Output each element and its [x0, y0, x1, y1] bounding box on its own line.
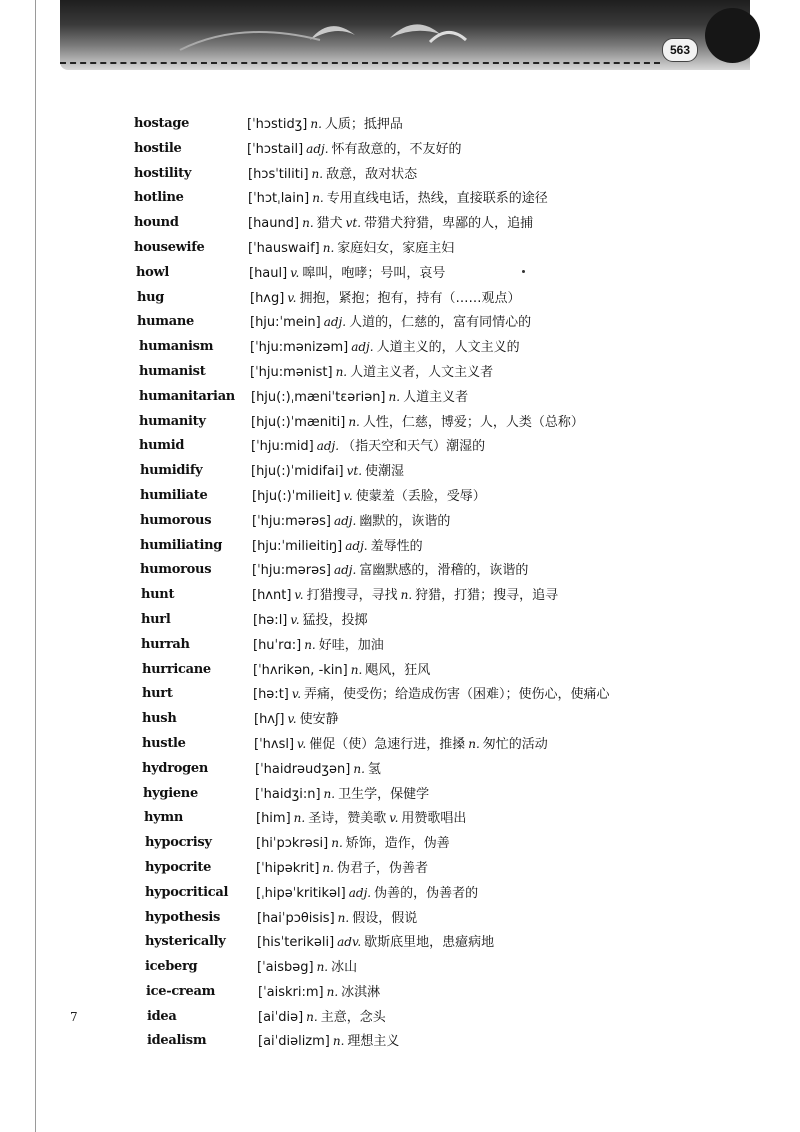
headword: humanism — [139, 339, 214, 355]
entry-row — [0, 608, 800, 633]
part-of-speech: n. — [323, 786, 336, 801]
entry-row — [0, 782, 800, 807]
definition-text: 人道主义者，人文主义者 — [350, 364, 494, 380]
part-of-speech: n. — [293, 811, 306, 826]
definition-text-2: 用赞歌唱出 — [401, 811, 467, 827]
definition — [250, 286, 521, 312]
definition-text: 专用直线电话，热线，直接联系的途径 — [326, 191, 548, 207]
page-number: 563 — [662, 38, 698, 62]
headword: hymn — [144, 810, 184, 826]
definition — [250, 360, 493, 386]
definition — [252, 534, 423, 560]
entry-row — [0, 186, 800, 211]
margin-mark: 7 — [70, 1010, 78, 1024]
entry-row — [0, 137, 800, 162]
headword: hotline — [134, 190, 184, 206]
entry-row — [0, 385, 800, 410]
definition-text: 卫生学，保健学 — [338, 786, 430, 802]
definition — [258, 980, 380, 1006]
phonetic: [ˈhʌrikən, -kin] — [253, 662, 348, 678]
headword: hound — [134, 215, 179, 231]
part-of-speech: v. — [287, 712, 297, 727]
entry-row — [0, 930, 800, 955]
entry-row — [0, 310, 800, 335]
header-dashed-rule — [60, 62, 660, 64]
definition-text: 使蒙羞（丢脸，受辱） — [355, 488, 486, 504]
phonetic: [hju(:)ˈmæniti] — [251, 414, 346, 430]
part-of-speech: n. — [350, 662, 363, 677]
definition-text: 敌意，敌对状态 — [326, 166, 418, 182]
part-of-speech: n. — [312, 191, 324, 206]
part-of-speech: n. — [322, 240, 335, 255]
definition — [250, 310, 531, 336]
phonetic: [aiˈdiə] — [258, 1009, 304, 1025]
entry-row — [0, 806, 800, 831]
phonetic: [ˈhaidʒi:n] — [255, 786, 321, 802]
part-of-speech: n. — [332, 1034, 345, 1049]
part-of-speech: v. — [297, 736, 307, 751]
definition — [251, 410, 584, 436]
headword: humorous — [140, 562, 212, 578]
definition — [248, 162, 417, 188]
definition — [252, 558, 528, 584]
entry-row — [0, 459, 800, 484]
definition-text: 冰淇淋 — [341, 984, 381, 1000]
definition — [251, 434, 485, 460]
phonetic: [haiˈpɔθisis] — [257, 910, 335, 926]
headword: iceberg — [145, 959, 198, 975]
definition — [252, 484, 486, 510]
entry-row — [0, 831, 800, 856]
phonetic: [hju(:)ˈmidifai] — [251, 464, 344, 480]
definition — [250, 335, 520, 361]
definition-text: 理想主义 — [347, 1034, 400, 1050]
headword: humanity — [139, 413, 206, 429]
part-of-speech: adj. — [306, 141, 329, 156]
headword: hush — [142, 711, 177, 727]
definition — [258, 1029, 399, 1055]
definition — [251, 459, 404, 485]
headword: idea — [147, 1008, 177, 1024]
phonetic: [aiˈdiəlizm] — [258, 1034, 330, 1050]
part-of-speech: n. — [326, 984, 339, 999]
phonetic: [ˈaisbəg] — [257, 960, 314, 976]
definition-text: 矫饰，造作，伪善 — [345, 836, 450, 852]
definition — [256, 881, 478, 907]
entry-row — [0, 980, 800, 1005]
part-of-speech: v. — [287, 290, 297, 305]
definition-text: 使潮湿 — [365, 464, 405, 480]
headword: hypocrisy — [145, 835, 212, 851]
definition — [256, 831, 450, 857]
definition-text: 歇斯底里地，患癔病地 — [364, 935, 495, 951]
phonetic: [hju(:)ˌmæniˈtɛəriən] — [251, 389, 386, 405]
vocabulary-list — [0, 112, 800, 1054]
definition — [252, 509, 450, 535]
part-of-speech: n. — [316, 960, 329, 975]
entry-row — [0, 286, 800, 311]
definition — [257, 955, 357, 981]
headword: hurrah — [141, 636, 190, 652]
definition — [254, 707, 339, 733]
definition-text: 氢 — [367, 761, 381, 777]
phonetic: [ˈhɔtˌlain] — [248, 191, 310, 207]
part-of-speech: adj. — [348, 885, 372, 900]
definition-text: 猎犬 — [316, 216, 343, 232]
entry-row — [0, 633, 800, 658]
definition — [247, 137, 462, 163]
definition-text: 假设，假说 — [352, 910, 418, 926]
headword: hurt — [142, 686, 173, 702]
phonetic: [ˈhju:mənist] — [250, 364, 333, 380]
definition — [253, 633, 384, 659]
phonetic: [ˈhɔstidʒ] — [247, 117, 308, 132]
stray-dot — [522, 270, 525, 273]
entry-row — [0, 558, 800, 583]
definition-text: 打猎搜寻，寻找 — [306, 588, 398, 604]
phonetic: [hju(:)ˈmilieit] — [252, 488, 341, 504]
headword: hydrogen — [142, 760, 209, 776]
phonetic: [ˈhju:mərəs] — [252, 563, 331, 579]
part-of-speech-2: vt. — [345, 216, 362, 231]
entry-row — [0, 360, 800, 385]
definition-text: 怀有敌意的，不友好的 — [331, 141, 462, 157]
entry-row — [0, 484, 800, 509]
phonetic: [hʌʃ] — [254, 712, 285, 728]
entry-row — [0, 261, 800, 286]
part-of-speech: v. — [343, 488, 353, 503]
entry-row — [0, 732, 800, 757]
part-of-speech: adj. — [323, 315, 347, 330]
definition — [249, 261, 445, 287]
entry-row — [0, 211, 800, 236]
entry-row — [0, 757, 800, 782]
entry-row — [0, 335, 800, 360]
part-of-speech: n. — [348, 414, 360, 429]
headword: humanitarian — [139, 388, 235, 404]
entry-row — [0, 707, 800, 732]
definition-text: 冰山 — [331, 960, 358, 976]
definition-text: 幽默的，诙谐的 — [359, 513, 451, 529]
definition — [258, 1005, 386, 1031]
entry-row — [0, 1029, 800, 1054]
entry-row — [0, 509, 800, 534]
entry-row — [0, 955, 800, 980]
part-of-speech: n. — [353, 761, 365, 776]
definition — [248, 211, 533, 237]
entry-row — [0, 236, 800, 261]
definition-text: 人道主义者 — [403, 389, 469, 405]
definition — [253, 608, 368, 634]
part-of-speech: n. — [335, 364, 348, 379]
entry-row — [0, 856, 800, 881]
entry-row — [0, 583, 800, 608]
definition — [253, 682, 610, 708]
headword: humorous — [140, 512, 212, 528]
headword: housewife — [134, 239, 205, 255]
definition-text: 使安静 — [299, 712, 339, 728]
definition-text: 飓风，狂风 — [365, 662, 431, 678]
phonetic: [ˈhaidrəudʒən] — [255, 761, 351, 777]
headword: hypocrite — [145, 859, 212, 875]
phonetic: [ˈhju:mid] — [251, 439, 314, 455]
headword: humid — [139, 438, 185, 454]
part-of-speech: n. — [388, 389, 401, 404]
definition-text: 弄痛，使受伤；给造成伤害（困难）；使伤心，使痛心 — [304, 687, 610, 703]
headword: hypothesis — [145, 909, 221, 925]
page-header-decoration — [60, 0, 750, 70]
definition — [256, 806, 466, 832]
definition — [251, 385, 468, 411]
headword: humiliate — [140, 487, 208, 503]
entry-row — [0, 410, 800, 435]
phonetic: [ˈhʌsl] — [254, 736, 295, 752]
definition — [255, 757, 381, 783]
headword: ice-cream — [146, 983, 216, 999]
part-of-speech: n. — [302, 216, 314, 231]
phonetic: [ˈhauswaif] — [248, 240, 320, 256]
headword: humiliating — [140, 537, 223, 553]
part-of-speech: n. — [306, 1009, 318, 1024]
headword: hygiene — [143, 785, 198, 801]
definition — [254, 732, 548, 758]
headword: humanist — [139, 363, 206, 379]
headword: humidify — [140, 463, 203, 479]
entry-row — [0, 881, 800, 906]
entry-row — [0, 434, 800, 459]
definition — [255, 782, 429, 808]
headword: hostage — [134, 116, 190, 131]
phonetic: [haund] — [248, 216, 300, 232]
phonetic: [ˈhɔstail] — [247, 141, 304, 157]
phonetic: [hʌg] — [250, 290, 285, 306]
definition-text-2: 狩猎，打猎；搜寻，追寻 — [415, 588, 559, 604]
phonetic: [ˌhipəˈkritikəl] — [256, 885, 346, 901]
definition — [257, 930, 494, 956]
entry-row — [0, 682, 800, 707]
definition-text: 催促（使）急速行进，推搡 — [309, 736, 466, 752]
part-of-speech: n. — [331, 836, 343, 851]
definition-text: 好哇，加油 — [318, 637, 384, 653]
phonetic: [ˈhju:mərəs] — [252, 513, 331, 529]
phonetic: [hiˈpɔkrəsi] — [256, 836, 329, 852]
phonetic: [hɔsˈtiliti] — [248, 166, 309, 182]
entry-row — [0, 162, 800, 187]
definition — [248, 186, 548, 212]
part-of-speech: adj. — [345, 538, 368, 553]
definition — [253, 658, 430, 684]
definition-text: 猛投，投掷 — [302, 612, 368, 628]
headword: hurricane — [142, 661, 211, 677]
definition-text: 圣诗，赞美歌 — [308, 811, 387, 827]
definition-text: 富幽默感的，滑稽的，诙谐的 — [359, 563, 529, 579]
entry-row — [0, 112, 800, 137]
part-of-speech: n. — [311, 166, 324, 181]
phonetic: [ˈhju:mənizəm] — [250, 340, 349, 356]
entry-row — [0, 658, 800, 683]
phonetic: [ˈaiskri:m] — [258, 984, 324, 1000]
part-of-speech: v. — [294, 588, 304, 603]
definition-text: 羞辱性的 — [370, 538, 423, 554]
part-of-speech-2: n. — [400, 588, 413, 603]
definition — [252, 583, 558, 609]
header-swirl-ornament — [705, 8, 760, 63]
definition-text: 主意，念头 — [320, 1009, 386, 1025]
definition-text: 人性，仁慈，博爱；人，人类（总称） — [362, 414, 584, 430]
part-of-speech: adj. — [333, 513, 357, 528]
definition — [257, 906, 417, 932]
headword: hostility — [134, 165, 192, 181]
definition-text: 人道主义的，人文主义的 — [376, 340, 520, 356]
part-of-speech: adv. — [337, 935, 362, 950]
headword: hysterically — [145, 934, 226, 950]
definition — [256, 856, 428, 882]
part-of-speech: adj. — [333, 563, 357, 578]
definition-text: （指天空和天气）潮湿的 — [342, 439, 486, 455]
part-of-speech: n. — [310, 117, 322, 131]
definition — [247, 112, 403, 138]
headword: idealism — [147, 1033, 207, 1049]
header-ornament — [60, 0, 750, 70]
definition-text: 人道的，仁慈的，富有同情心的 — [349, 315, 532, 331]
phonetic: [hju:ˈmein] — [250, 315, 321, 331]
definition-text: 伪善的，伪善者的 — [374, 885, 479, 901]
definition-text: 人质；抵押品 — [324, 117, 403, 132]
part-of-speech: adj. — [316, 439, 340, 454]
phonetic: [hʌnt] — [252, 588, 292, 604]
definition-text: 拥抱，紧抱；抱有，持有（……观点） — [299, 290, 521, 306]
phonetic: [hju:ˈmilieitiŋ] — [252, 538, 343, 554]
headword: hunt — [141, 587, 175, 603]
entry-row — [0, 534, 800, 559]
definition-text: 伪君子，伪善者 — [336, 860, 428, 876]
phonetic: [hə:l] — [253, 612, 288, 628]
entry-row — [0, 906, 800, 931]
phonetic: [hə:t] — [253, 687, 289, 703]
headword: hustle — [142, 735, 186, 751]
part-of-speech: v. — [290, 612, 300, 627]
phonetic: [ˈhipəkrit] — [256, 860, 320, 876]
definition-text: 家庭妇女，家庭主妇 — [337, 240, 455, 256]
definition-text: 嗥叫，咆哮；号叫，哀号 — [302, 265, 446, 281]
phonetic: [hisˈterikəli] — [257, 935, 335, 951]
part-of-speech-2: v. — [389, 811, 399, 826]
part-of-speech-2: n. — [468, 736, 480, 751]
part-of-speech: vt. — [346, 464, 363, 479]
definition-text-2: 带猎犬狩猎，卑鄙的人，追捕 — [364, 216, 534, 232]
part-of-speech: n. — [304, 637, 316, 652]
headword: hurl — [141, 611, 171, 627]
part-of-speech: n. — [337, 910, 350, 925]
headword: humane — [137, 314, 195, 330]
phonetic: [haul] — [249, 265, 288, 281]
headword: hypocritical — [145, 884, 229, 900]
headword: hug — [137, 289, 165, 305]
headword: hostile — [134, 140, 182, 156]
part-of-speech: n. — [322, 860, 334, 875]
part-of-speech: v. — [291, 687, 302, 702]
definition — [248, 236, 454, 262]
phonetic: [him] — [256, 811, 291, 827]
phonetic: [huˈrɑ:] — [253, 637, 302, 653]
entry-row — [0, 1005, 800, 1030]
definition-text-2: 匆忙的活动 — [482, 736, 548, 752]
headword: howl — [136, 264, 170, 280]
part-of-speech: adj. — [351, 340, 374, 355]
part-of-speech: v. — [290, 265, 300, 280]
